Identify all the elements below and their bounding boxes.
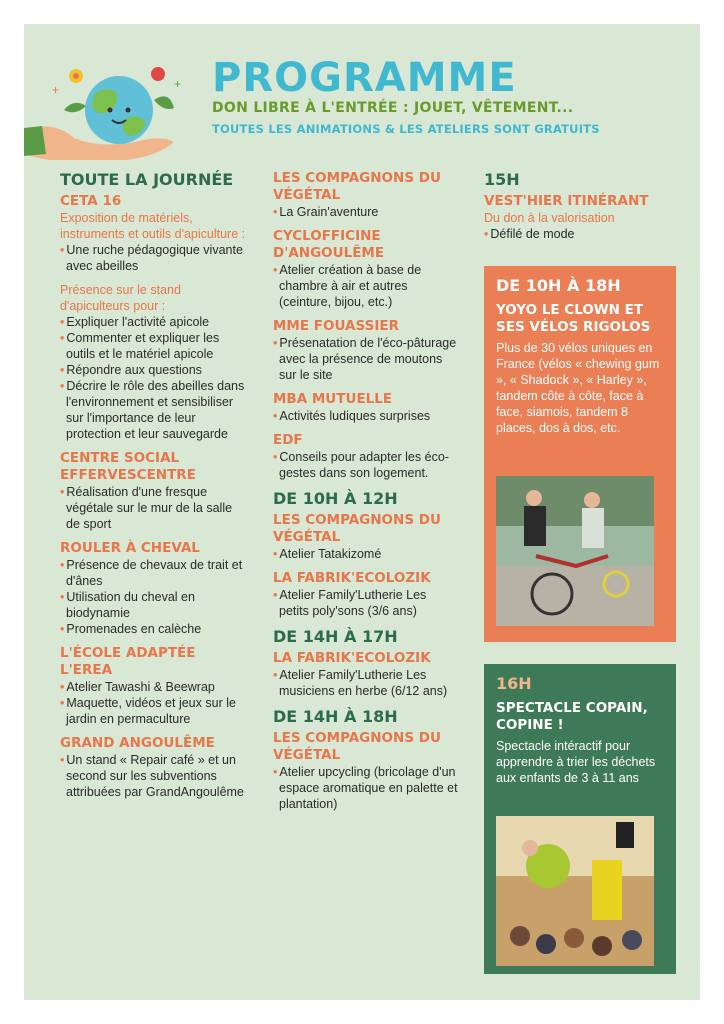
yoyo-box xyxy=(484,266,676,642)
activity-item: • Atelier Tatakizomé xyxy=(273,546,459,562)
activity-item: • Répondre aux questions xyxy=(60,362,248,378)
activity-item: • Décrire le rôle des abeilles dans l'environnement et sensibiliser sur l'importance de leur protection et leur sauvegarde xyxy=(60,378,248,442)
activity-item: • La Grain'aventure xyxy=(273,204,459,220)
activity-item: • Utilisation du cheval en biodynamie xyxy=(60,589,248,621)
yoyo-time: DE 10H À 18H xyxy=(496,276,621,295)
spectacle-name: SPECTACLE COPAIN, COPINE ! xyxy=(496,700,648,733)
column-1 xyxy=(60,170,248,808)
org-name: ROULER À CHEVAL xyxy=(60,540,200,556)
org-name: LA FABRIK'ECOLOZIK xyxy=(273,570,431,586)
org-name: LA FABRIK'ECOLOZIK xyxy=(273,650,431,666)
section-14h-17h: DE 14H À 17H xyxy=(273,627,398,646)
activity-list xyxy=(484,226,684,242)
spectacle-photo xyxy=(496,816,654,966)
section-10h-12h: DE 10H À 12H xyxy=(273,489,398,508)
activity-item: • Un stand « Repair café » et un second sur les subventions attribuées par GrandAngoulême xyxy=(60,752,248,800)
svg-text:+: + xyxy=(52,83,60,97)
activity-item: • Atelier création à base de chambre à air et autres (ceinture, bijou, etc.) xyxy=(273,262,459,310)
clown-bikes-photo xyxy=(496,476,654,626)
activity-item: • Activités ludiques surprises xyxy=(273,408,459,424)
earth-hand-logo xyxy=(24,50,214,160)
activity-item: • Promenades en calèche xyxy=(60,621,248,637)
activity-list xyxy=(60,557,248,637)
activity-list xyxy=(60,242,248,274)
activity-list xyxy=(273,667,459,699)
svg-text:+: + xyxy=(174,77,182,91)
yoyo-description: Plus de 30 vélos uniques en France (vélos « chewing gum », « Shadock », « Harley », tandem côte à côte, face à face, siamois, tandem 8 places, dos à dos, etc. xyxy=(496,341,660,435)
section-15h: 15H xyxy=(484,170,520,189)
org-name: MBA MUTUELLE xyxy=(273,391,393,407)
activity-list xyxy=(273,408,459,424)
activity-list xyxy=(273,764,459,812)
spectacle-box xyxy=(484,664,676,974)
org-name: LES COMPAGNONS DU VÉGÉTAL xyxy=(273,170,441,203)
activity-list xyxy=(273,546,459,562)
column-3 xyxy=(484,170,684,250)
org-name: L'ÉCOLE ADAPTÉE L'EREA xyxy=(60,645,196,678)
activity-item: • Réalisation d'une fresque végétale sur le mur de la salle de sport xyxy=(60,484,248,532)
activity-item: • Expliquer l'activité apicole xyxy=(60,314,248,330)
programme-page xyxy=(24,24,700,1000)
org-name: LES COMPAGNONS DU VÉGÉTAL xyxy=(273,512,441,545)
activity-item: • Défilé de mode xyxy=(484,226,684,242)
org-name: VEST'HIER ITINÉRANT xyxy=(484,193,649,209)
subtitle-don: DON LIBRE À L'ENTRÉE : JOUET, VÊTEMENT... xyxy=(212,100,574,116)
activity-item: • Présenatation de l'éco-pâturage avec la présence de moutons sur le site xyxy=(273,335,459,383)
activity-item: • Conseils pour adapter les éco-gestes dans son logement. xyxy=(273,449,459,481)
activity-list xyxy=(60,314,248,442)
activity-list xyxy=(273,449,459,481)
activity-item: • Atelier Family'Lutherie Les musiciens en herbe (6/12 ans) xyxy=(273,667,459,699)
activity-list xyxy=(273,335,459,383)
org-name: MME FOUASSIER xyxy=(273,318,399,334)
spectacle-description: Spectacle intéractif pour apprendre à trier les déchets aux enfants de 3 à 11 ans xyxy=(496,739,656,785)
org-name: CETA 16 xyxy=(60,193,122,209)
org-description: Exposition de matériels, instruments et outils d'apiculture : xyxy=(60,211,246,241)
org-name: CENTRE SOCIAL EFFERVESCENTRE xyxy=(60,450,196,483)
activity-item: • Atelier Tawashi & Beewrap xyxy=(60,679,248,695)
activity-list xyxy=(60,484,248,532)
column-2 xyxy=(273,166,459,820)
activity-item: • Atelier Family'Lutherie Les petits poly'sons (3/6 ans) xyxy=(273,587,459,619)
section-14h-18h: DE 14H À 18H xyxy=(273,707,398,726)
activity-item: • Une ruche pédagogique vivante avec abeilles xyxy=(60,242,248,274)
spectacle-time: 16H xyxy=(496,674,532,693)
org-name: EDF xyxy=(273,432,303,448)
activity-list xyxy=(273,587,459,619)
yoyo-name: YOYO LE CLOWN ET SES VÉLOS RIGOLOS xyxy=(496,302,651,335)
page-title: PROGRAMME xyxy=(212,55,517,101)
subtitle-gratuit: TOUTES LES ANIMATIONS & LES ATELIERS SONT GRATUITS xyxy=(212,122,600,136)
activity-item: • Présence de chevaux de trait et d'ânes xyxy=(60,557,248,589)
activity-list xyxy=(273,204,459,220)
section-toute-la-journee: TOUTE LA JOURNÉE xyxy=(60,170,234,189)
org-name: LES COMPAGNONS DU VÉGÉTAL xyxy=(273,730,441,763)
activity-list xyxy=(273,262,459,310)
org-description: Du don à la valorisation xyxy=(484,211,615,225)
org-description: Présence sur le stand d'apiculteurs pour : xyxy=(60,283,181,313)
activity-list xyxy=(60,752,248,800)
activity-list xyxy=(60,679,248,727)
org-name: CYCLOFFICINE D'ANGOULÊME xyxy=(273,228,385,261)
activity-item: • Commenter et expliquer les outils et le matériel apicole xyxy=(60,330,248,362)
org-name: GRAND ANGOULÊME xyxy=(60,735,215,751)
activity-item: • Maquette, vidéos et jeux sur le jardin en permaculture xyxy=(60,695,248,727)
activity-item: • Atelier upcycling (bricolage d'un espace aromatique en palette et plantation) xyxy=(273,764,459,812)
